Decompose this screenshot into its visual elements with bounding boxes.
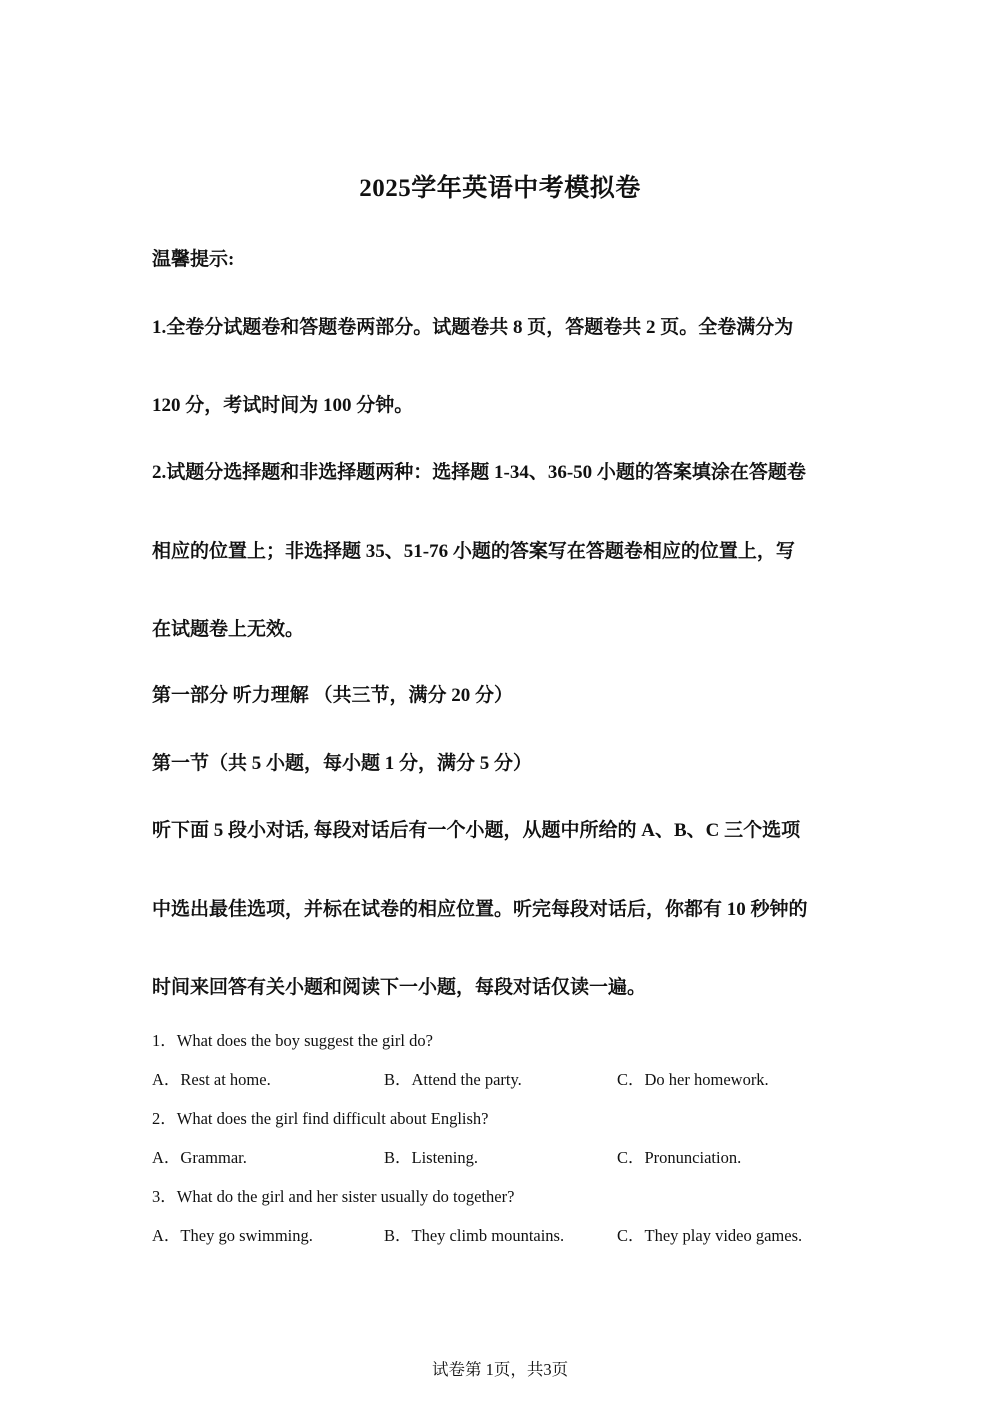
question-1-options [152,1066,852,1088]
notice-item-2-line-3: 在试题卷上无效。 [152,619,305,640]
question-2-option-a: A．Grammar. [152,1148,247,1167]
instruction-line-1: 听下面 5 段小对话, 每段对话后有一个小题，从题中所给的 A、B、C 三个选项 [152,820,801,841]
part-1-heading: 第一部分 听力理解 （共三节，满分 20 分） [152,685,514,706]
question-1-option-b: B．Attend the party. [384,1070,522,1089]
notice-heading: 温馨提示: [152,249,235,270]
question-3-option-c: C．They play video games. [617,1226,803,1245]
notice-item-2-line-1: 2.试题分选择题和非选择题两种：选择题 1-34、36-50 小题的答案填涂在答题卷 [152,462,806,483]
section-1-heading: 第一节（共 5 小题，每小题 1 分，满分 5 分） [152,753,533,774]
question-1-stem: 1．What does the boy suggest the girl do? [152,1031,433,1050]
question-2-option-b: B．Listening. [384,1148,478,1167]
question-2-options [152,1144,852,1166]
instruction-line-3: 时间来回答有关小题和阅读下一小题，每段对话仅读一遍。 [152,977,647,998]
question-2-option-c: C．Pronunciation. [617,1148,742,1167]
page-footer: 试卷第 1页，共3页 [431,1360,569,1379]
question-1-option-a: A．Rest at home. [152,1070,271,1089]
notice-item-1-line-2: 120 分，考试时间为 100 分钟。 [152,395,414,416]
question-3-stem: 3．What do the girl and her sister usually do together? [152,1187,515,1206]
instruction-line-2: 中选出最佳选项，并标在试卷的相应位置。听完每段对话后，你都有 10 秒钟的 [152,899,808,920]
question-3-options [152,1222,852,1244]
page-title: 2025学年英语中考模拟卷 [359,175,641,202]
question-2-stem: 2．What does the girl find difficult about English? [152,1109,489,1128]
notice-item-1-line-1: 1.全卷分试题卷和答题卷两部分。试题卷共 8 页，答题卷共 2 页。全卷满分为 [152,317,794,338]
question-3-option-b: B．They climb mountains. [384,1226,565,1245]
question-3-option-a: A．They go swimming. [152,1226,313,1245]
notice-item-2-line-2: 相应的位置上；非选择题 35、51-76 小题的答案写在答题卷相应的位置上，写 [152,541,795,562]
question-1-option-c: C．Do her homework. [617,1070,769,1089]
